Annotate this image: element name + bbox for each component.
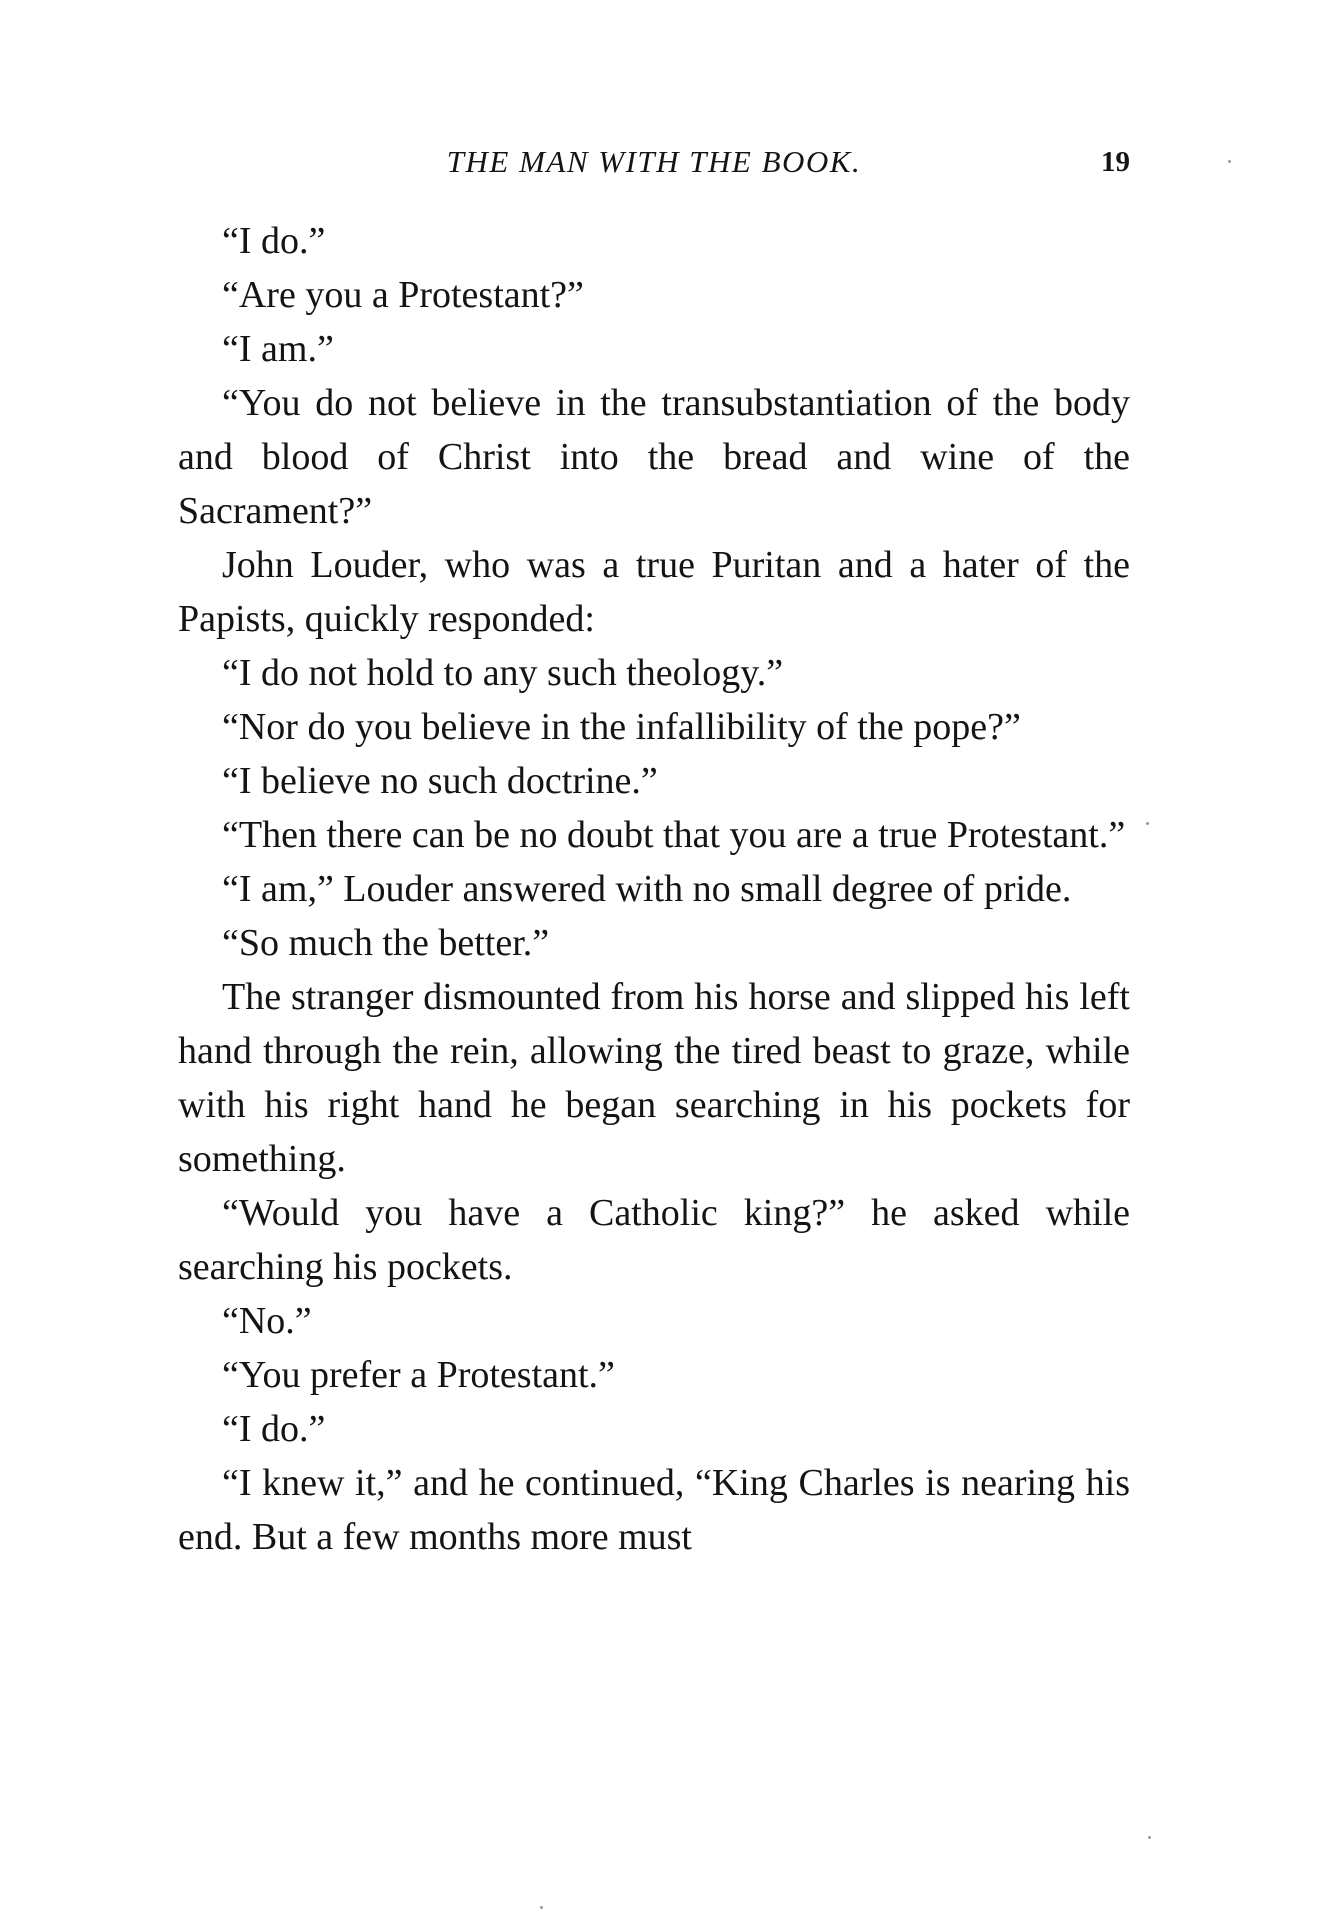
paper-speck (1148, 1836, 1151, 1839)
paragraph-prefer-protestant: “You prefer a Protestant.” (222, 1354, 615, 1396)
paragraph-transubstantiation: “You do not believe in the transubstantiation of the body and blood of Christ into the bread and wine of the Sacrament?” (178, 382, 1130, 532)
paragraph-are-you-protestant: “Are you a Protestant?” (222, 274, 584, 316)
paper-speck (540, 1906, 543, 1909)
paragraph-true-protestant: “Then there can be no doubt that you are a true Protestant.” (222, 814, 1126, 856)
paper-speck (1228, 160, 1231, 163)
paragraph-no-such-doctrine: “I believe no such doctrine.” (222, 760, 658, 802)
paragraph-no: “No.” (222, 1300, 312, 1342)
page-number: 19 (1101, 146, 1130, 178)
paragraph-so-much-better: “So much the better.” (222, 922, 550, 964)
paragraph-king-charles: “I knew it,” and he continued, “King Charles is nearing his end. But a few months more must (178, 1462, 1130, 1558)
paragraph-degree-of-pride: “I am,” Louder answered with no small degree of pride. (222, 868, 1072, 910)
paragraph-i-do-again: “I do.” (222, 1408, 326, 1450)
paragraph-john-louder: John Louder, who was a true Puritan and a hater of the Papists, quickly responded: (178, 544, 1130, 640)
paragraph-stranger-dismounted: The stranger dismounted from his horse and slipped his left hand through the rein, allowing the tired beast to graze, while with his right hand he began searching in his pockets for something. (178, 976, 1130, 1180)
running-head (178, 140, 1130, 184)
paragraph-catholic-king: “Would you have a Catholic king?” he asked while searching his pockets. (178, 1192, 1130, 1288)
paragraph-theology: “I do not hold to any such theology.” (222, 652, 784, 694)
paragraph-i-am: “I am.” (222, 328, 334, 370)
body-text (178, 214, 1130, 1564)
paragraph-i-do: “I do.” (222, 220, 326, 262)
paper-speck (1146, 822, 1149, 825)
paragraph-infallibility: “Nor do you believe in the infallibility of the pope?” (222, 706, 1021, 748)
running-title: THE MAN WITH THE BOOK. (446, 144, 862, 179)
